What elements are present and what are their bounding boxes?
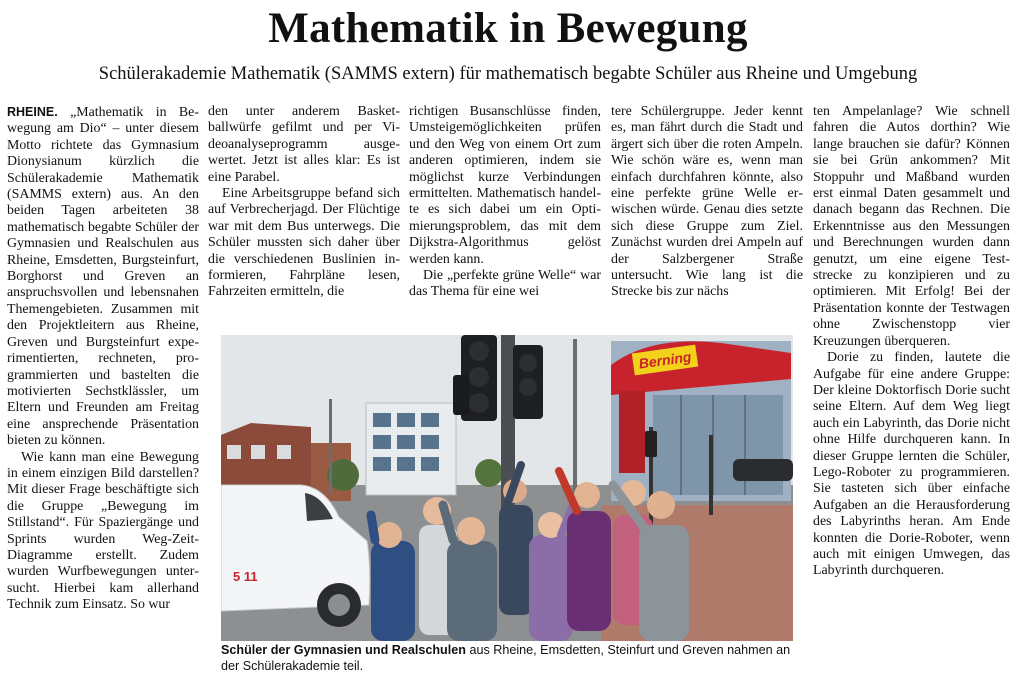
paragraph: Wie kann man eine Bewegung in einem einzigen Bild darstellen? Mit dieser Frage beschäftigte sich die Gruppe „Bewegung im Stillstand“. Für Spaziergänge und Sprints wurden Weg-Zeit-Diagramme erstellt. Zudem wurden Wurfbewegungen untersucht. Hierbei kam allerhand Technik zum Einsatz. So wur: [7, 449, 199, 613]
paragraph: ten Ampelanlage? Wie schnell fahren die Autos dorthin? Wie lange brauchen sie dafür? Können sie bei Grün ankommen? Mit Stoppuhr und Maßband wurden erst einmal Daten gesammelt und danach begann das Rechnen. Die Erkenntnisse aus den Messungen und Berechnungen wurden dann genutzt, um eine eigene Teststrecke zu konzipieren und zu optimieren. Mit Erfolg! Bei der Präsentation konnte der Testwagen ohne Zwischenstopp vier Kreuzungen überqueren.: [813, 104, 1010, 349]
paragraph: tere Schülergruppe. Jeder kennt es, man fährt durch die Stadt und ärgert sich über die roten Ampeln. Wie schön wäre es, wenn man einfach durchfahren könnte, also eine perfekte grüne Welle erwischen würde. Genau dies setzte sich diese Gruppe zum Ziel. Zunächst wurden drei Ampeln auf der Salzbergener Straße untersucht. Wie lang ist die Strecke bis zur nächs: [611, 104, 803, 300]
paragraph: richtigen Busanschlüsse finden, Umsteigemöglichkeiten prüfen und den Weg von einem Ort zum anderen optimieren, indem sie möglichst kurze Verbindungen ermittelten. Mathematisch handelte es sich dabei um ein Optimierungsproblem, das mit dem Dijkstra-Algorithmus gelöst werden kann.: [409, 104, 601, 267]
paragraph: Dorie zu finden, lautete die Aufgabe für eine andere Gruppe: Der kleine Doktorfisch Dorie sucht seine Eltern. Auf dem Weg liegt auch ein Labyrinth, das Dorie nicht ohne Hilfe durchqueren kann. In dieser Gruppe lernten die Schüler, Lego-Roboter zu programmieren. Sie tasteten sich über einfache Aufgaben an die Herausforderung des Labyrinths heran. Am Ende konnten die Dorie-Roboter, wenn auch mit einigen Umwegen, das Labyrinth durchqueren.: [813, 350, 1010, 579]
headline: Mathematik in Bewegung: [268, 5, 748, 52]
photo-caption: [221, 643, 801, 674]
article-photo: [221, 335, 793, 641]
store-sign-text: Berning: [637, 348, 693, 372]
paragraph: Eine Arbeitsgruppe befand sich auf Verbrecherjagd. Der Flüchtige war mit dem Bus unterwegs. Die Schüler mussten sich daher über die verschiedenen Buslinien informieren, Fahrpläne lesen, Fahrzeiten ermitteln, die: [208, 186, 400, 300]
paragraph: RHEINE. „Mathematik in Bewegung am Dio“ – unter diesem Motto richtete das Gymnasium Dionysianum kürzlich die Schülerakademie Mathematik (SAMMS extern) aus. An den beiden Tagen arbeiteten 38 mathematisch begabte Schüler der Gymnasien und Realschulen aus Rheine, Emsdetten, Burgsteinfurt, Borghorst und Greven an anspruchsvollen und lebensnahen Themengebieten. Zusammen mit den Projektleitern aus Rheine, Greven und Burgsteinfurt experimentierten, rechneten, programmierten und bastelten die motivierten Sechstklässler, um Eltern und Freunden am Freitag eine ansprechende Präsentation bieten zu können.: [7, 105, 199, 449]
photo-illustration: [221, 335, 793, 641]
article-column-3: [409, 104, 601, 326]
tree: [475, 459, 503, 487]
caption-text: aus Rheine, Emsdetten, Steinfurt und Greven nahmen an der Schülerakademie teil.: [221, 643, 791, 673]
van-marking: 5 11: [233, 569, 258, 584]
article-column-4: [611, 104, 803, 326]
paragraph: den unter anderem Basketballwürfe gefilmt und per Videoanalyseprogramm ausgewertet. Jetzt ist alles klar: Es ist eine Parabel.: [208, 104, 400, 185]
paragraph: Die „perfekte grüne Welle“ war das Thema für eine wei: [409, 268, 601, 300]
article-column-5: [813, 104, 1010, 676]
article-column-2: [208, 104, 400, 326]
parked-car: [733, 459, 793, 481]
street-lamp: [573, 339, 577, 499]
caption-lead: Schüler der Gymnasien und Realschulen: [221, 643, 466, 657]
article-column-1: [7, 104, 199, 644]
dateline: RHEINE.: [7, 105, 58, 119]
subheadline: Schülerakademie Mathematik (SAMMS extern) für mathematisch begabte Schüler aus Rheine und Umgebung: [98, 64, 918, 84]
